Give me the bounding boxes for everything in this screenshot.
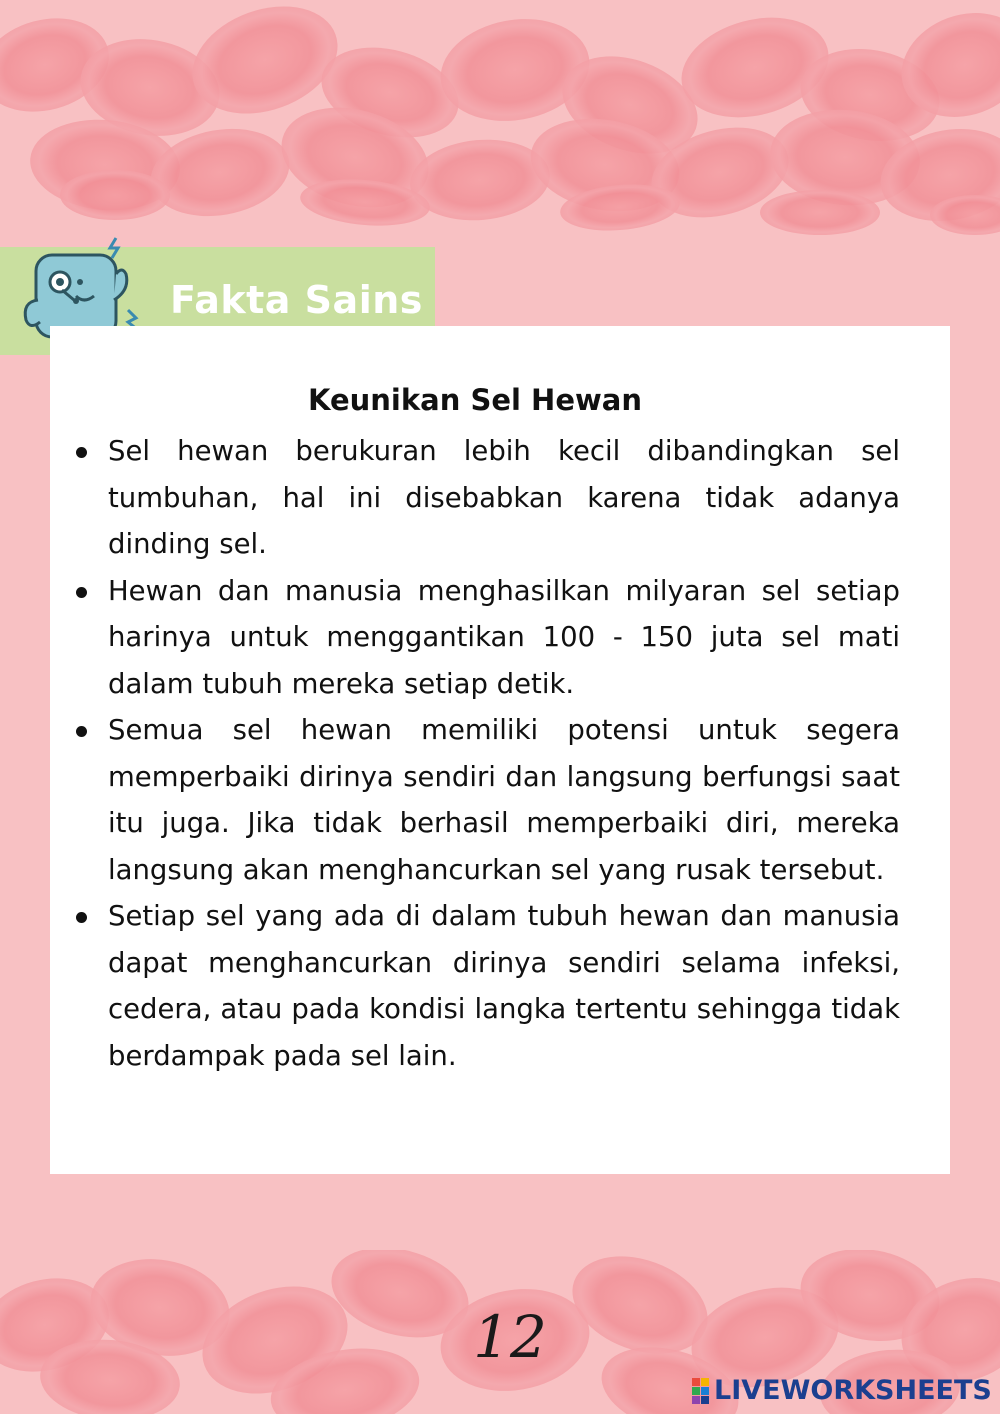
card-title: Keunikan Sel Hewan xyxy=(308,383,642,417)
blood-cell-shape xyxy=(760,190,880,235)
watermark-text: LIVEWORKSHEETS xyxy=(714,1374,992,1406)
fact-text: Setiap sel yang ada di dalam tubuh hewan dan manusia dapat menghancurkan dirinya sendiri selama infeksi, cedera, atau pada kondisi langka tertentu sehingga tidak berdampak pada sel lain. xyxy=(108,900,900,1072)
fact-text: Sel hewan berukuran lebih kecil dibandingkan sel tumbuhan, hal ini disebabkan karena tidak adanya dinding sel. xyxy=(108,435,900,560)
liveworksheets-logo-icon xyxy=(692,1376,710,1404)
fact-item xyxy=(70,568,900,708)
liveworksheets-watermark[interactable] xyxy=(692,1372,992,1408)
fact-item xyxy=(70,893,900,1079)
blood-cell-shape xyxy=(60,170,170,220)
page-number: 12 xyxy=(473,1303,547,1371)
bullet-icon xyxy=(76,587,87,598)
bullet-icon xyxy=(76,726,87,737)
blood-cell-shape xyxy=(930,195,1000,235)
banner-title: Fakta Sains xyxy=(170,278,423,322)
facts-list xyxy=(70,428,900,1079)
fact-text: Hewan dan manusia menghasilkan milyaran sel setiap harinya untuk menggantikan 100 - 150 juta sel mati dalam tubuh mereka setiap detik. xyxy=(108,574,900,700)
fact-item xyxy=(70,428,900,568)
fact-item xyxy=(70,707,900,893)
blood-cells-top-decoration xyxy=(0,0,1000,240)
bullet-icon xyxy=(76,912,87,923)
bullet-icon xyxy=(76,447,87,458)
fact-text: Semua sel hewan memiliki potensi untuk segera memperbaiki dirinya sendiri dan langsung berfungsi saat itu juga. Jika tidak berhasil memperbaiki diri, mereka langsung akan menghancurkan sel yang rusak tersebut. xyxy=(108,714,900,886)
